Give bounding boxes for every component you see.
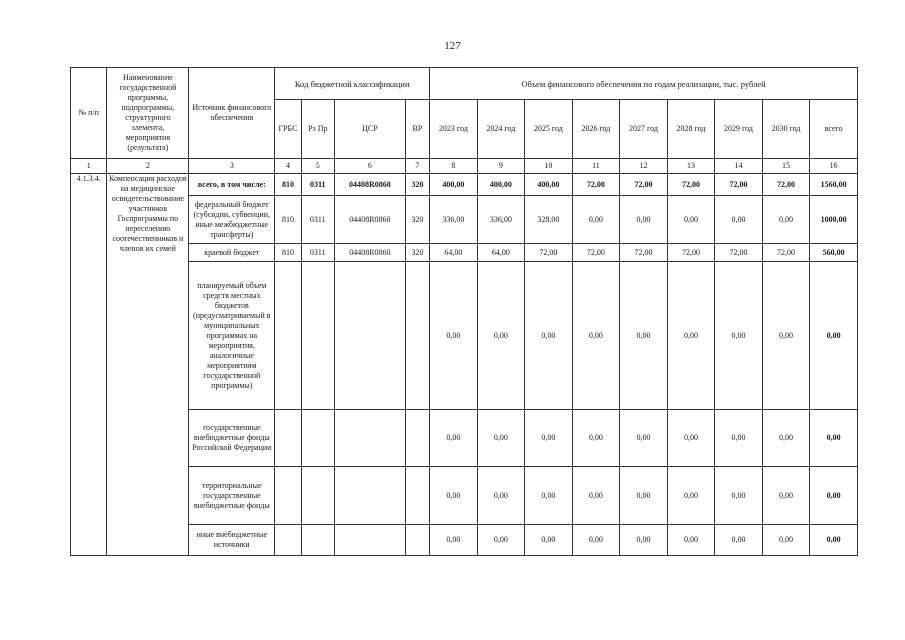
- vr-code: [405, 525, 429, 556]
- year-value: 0,00: [477, 525, 525, 556]
- total-value: 1560,00: [810, 174, 858, 196]
- year-value: 0,00: [620, 525, 668, 556]
- page-number: 127: [444, 40, 461, 52]
- header-year: 2028 год: [667, 100, 715, 159]
- funding-source: федеральный бюджет (субсидии, субвенции, иные межбюджетные трансферты): [189, 196, 275, 244]
- year-value: 72,00: [572, 174, 620, 196]
- year-value: 400,00: [525, 174, 573, 196]
- column-number: 11: [572, 159, 620, 174]
- csr-code: [334, 410, 405, 467]
- header-year: 2024 год: [477, 100, 525, 159]
- year-value: 0,00: [525, 525, 573, 556]
- total-value: 0,00: [810, 410, 858, 467]
- funding-source: всего, в том числе:: [189, 174, 275, 196]
- column-number: 14: [715, 159, 763, 174]
- year-value: 0,00: [620, 262, 668, 410]
- budget-row: [71, 525, 858, 556]
- grbs-code: [275, 467, 301, 525]
- budget-row: [71, 196, 858, 244]
- column-number: 2: [107, 159, 189, 174]
- rzpr-code: [301, 467, 334, 525]
- header-vr: ВР: [405, 100, 429, 159]
- column-number: 1: [71, 159, 107, 174]
- header-csr: ЦСР: [334, 100, 405, 159]
- header-name: Наименование государственной программы, подпрограммы, структурного элемента, мероприятия (результата): [107, 68, 189, 159]
- year-value: 0,00: [762, 525, 810, 556]
- csr-code: 04408R0860: [334, 174, 405, 196]
- year-value: 0,00: [525, 410, 573, 467]
- csr-code: [334, 525, 405, 556]
- funding-source: территориальные государственные внебюджетные фонды: [189, 467, 275, 525]
- year-value: 0,00: [715, 410, 763, 467]
- year-value: 0,00: [430, 525, 478, 556]
- budget-row: [71, 467, 858, 525]
- year-value: 0,00: [715, 525, 763, 556]
- year-value: 400,00: [477, 174, 525, 196]
- year-value: 72,00: [667, 244, 715, 262]
- year-value: 72,00: [620, 244, 668, 262]
- column-number: 13: [667, 159, 715, 174]
- column-number: 9: [477, 159, 525, 174]
- item-name: Компенсация расходов на медицинское освидетельствование участников Госпрограммы по переселению соотечественников и членов их семей: [107, 174, 189, 556]
- year-value: 0,00: [620, 410, 668, 467]
- year-value: 328,00: [525, 196, 573, 244]
- grbs-code: 810: [275, 196, 301, 244]
- budget-row: [71, 410, 858, 467]
- rzpr-code: 0311: [301, 244, 334, 262]
- year-value: 0,00: [762, 467, 810, 525]
- year-value: 0,00: [667, 467, 715, 525]
- header-rzpr: Рз Пр: [301, 100, 334, 159]
- year-value: 0,00: [572, 410, 620, 467]
- year-value: 0,00: [715, 196, 763, 244]
- grbs-code: 810: [275, 244, 301, 262]
- header-year: 2023 год: [430, 100, 478, 159]
- budget-row: [71, 244, 858, 262]
- header-grbs: ГРБС: [275, 100, 301, 159]
- year-value: 0,00: [762, 410, 810, 467]
- year-value: 0,00: [667, 525, 715, 556]
- year-value: 0,00: [572, 196, 620, 244]
- total-value: 0,00: [810, 467, 858, 525]
- vr-code: 320: [405, 244, 429, 262]
- year-value: 0,00: [715, 467, 763, 525]
- header-year: 2029 год: [715, 100, 763, 159]
- year-value: 336,00: [430, 196, 478, 244]
- grbs-code: [275, 410, 301, 467]
- funding-source: иные внебюджетные источники: [189, 525, 275, 556]
- column-number: 6: [334, 159, 405, 174]
- column-number: 15: [762, 159, 810, 174]
- year-value: 0,00: [525, 467, 573, 525]
- grbs-code: 810: [275, 174, 301, 196]
- column-number-row: [71, 159, 858, 174]
- grbs-code: [275, 262, 301, 410]
- year-value: 0,00: [430, 410, 478, 467]
- year-value: 0,00: [667, 410, 715, 467]
- csr-code: 04408R0860: [334, 196, 405, 244]
- year-value: 0,00: [477, 467, 525, 525]
- year-value: 0,00: [572, 525, 620, 556]
- column-number: 3: [189, 159, 275, 174]
- budget-row: [71, 174, 858, 196]
- header-year: 2030 год: [762, 100, 810, 159]
- total-value: 0,00: [810, 525, 858, 556]
- year-value: 0,00: [667, 196, 715, 244]
- column-number: 12: [620, 159, 668, 174]
- year-value: 0,00: [715, 262, 763, 410]
- vr-code: [405, 262, 429, 410]
- year-value: 0,00: [667, 262, 715, 410]
- funding-source: планируемый объем средств местных бюджетов (предусматриваемый в муниципальных программах на мероприятия, аналогичные мероприятиям государственной программы): [189, 262, 275, 410]
- header-source: Источник финансового обеспечения: [189, 68, 275, 159]
- year-value: 72,00: [762, 174, 810, 196]
- rzpr-code: [301, 410, 334, 467]
- year-value: 72,00: [572, 244, 620, 262]
- year-value: 0,00: [572, 467, 620, 525]
- vr-code: [405, 467, 429, 525]
- rzpr-code: [301, 262, 334, 410]
- year-value: 0,00: [572, 262, 620, 410]
- header-code-group: Код бюджетной классификации: [275, 68, 430, 100]
- budget-table: [70, 67, 858, 556]
- rzpr-code: 0311: [301, 174, 334, 196]
- csr-code: [334, 467, 405, 525]
- rzpr-code: [301, 525, 334, 556]
- csr-code: [334, 262, 405, 410]
- header-year: 2026 год: [572, 100, 620, 159]
- grbs-code: [275, 525, 301, 556]
- column-number: 5: [301, 159, 334, 174]
- header-year: 2025 год: [525, 100, 573, 159]
- column-number: 4: [275, 159, 301, 174]
- vr-code: [405, 410, 429, 467]
- year-value: 72,00: [715, 174, 763, 196]
- year-value: 72,00: [715, 244, 763, 262]
- total-value: 1000,00: [810, 196, 858, 244]
- vr-code: 320: [405, 196, 429, 244]
- year-value: 72,00: [620, 174, 668, 196]
- header-year: 2027 год: [620, 100, 668, 159]
- column-number: 8: [430, 159, 478, 174]
- total-value: 0,00: [810, 262, 858, 410]
- rzpr-code: 0311: [301, 196, 334, 244]
- year-value: 400,00: [430, 174, 478, 196]
- total-value: 560,00: [810, 244, 858, 262]
- year-value: 64,00: [477, 244, 525, 262]
- budget-row: [71, 262, 858, 410]
- column-number: 16: [810, 159, 858, 174]
- item-number: 4.1.3.4.: [71, 174, 107, 556]
- funding-source: государственные внебюджетные фонды Российской Федерации: [189, 410, 275, 467]
- csr-code: 04408R0860: [334, 244, 405, 262]
- column-number: 10: [525, 159, 573, 174]
- year-value: 0,00: [762, 196, 810, 244]
- year-value: 72,00: [762, 244, 810, 262]
- year-value: 0,00: [430, 262, 478, 410]
- year-value: 0,00: [477, 410, 525, 467]
- header-total: всего: [810, 100, 858, 159]
- year-value: 64,00: [430, 244, 478, 262]
- year-value: 0,00: [430, 467, 478, 525]
- year-value: 72,00: [525, 244, 573, 262]
- year-value: 72,00: [667, 174, 715, 196]
- year-value: 0,00: [620, 196, 668, 244]
- funding-source: краевой бюджет: [189, 244, 275, 262]
- column-number: 7: [405, 159, 429, 174]
- vr-code: 320: [405, 174, 429, 196]
- header-num: № п/п: [71, 68, 107, 159]
- year-value: 336,00: [477, 196, 525, 244]
- year-value: 0,00: [477, 262, 525, 410]
- header-volume-group: Объем финансового обеспечения по годам реализации, тыс. рублей: [430, 68, 858, 100]
- year-value: 0,00: [620, 467, 668, 525]
- year-value: 0,00: [525, 262, 573, 410]
- year-value: 0,00: [762, 262, 810, 410]
